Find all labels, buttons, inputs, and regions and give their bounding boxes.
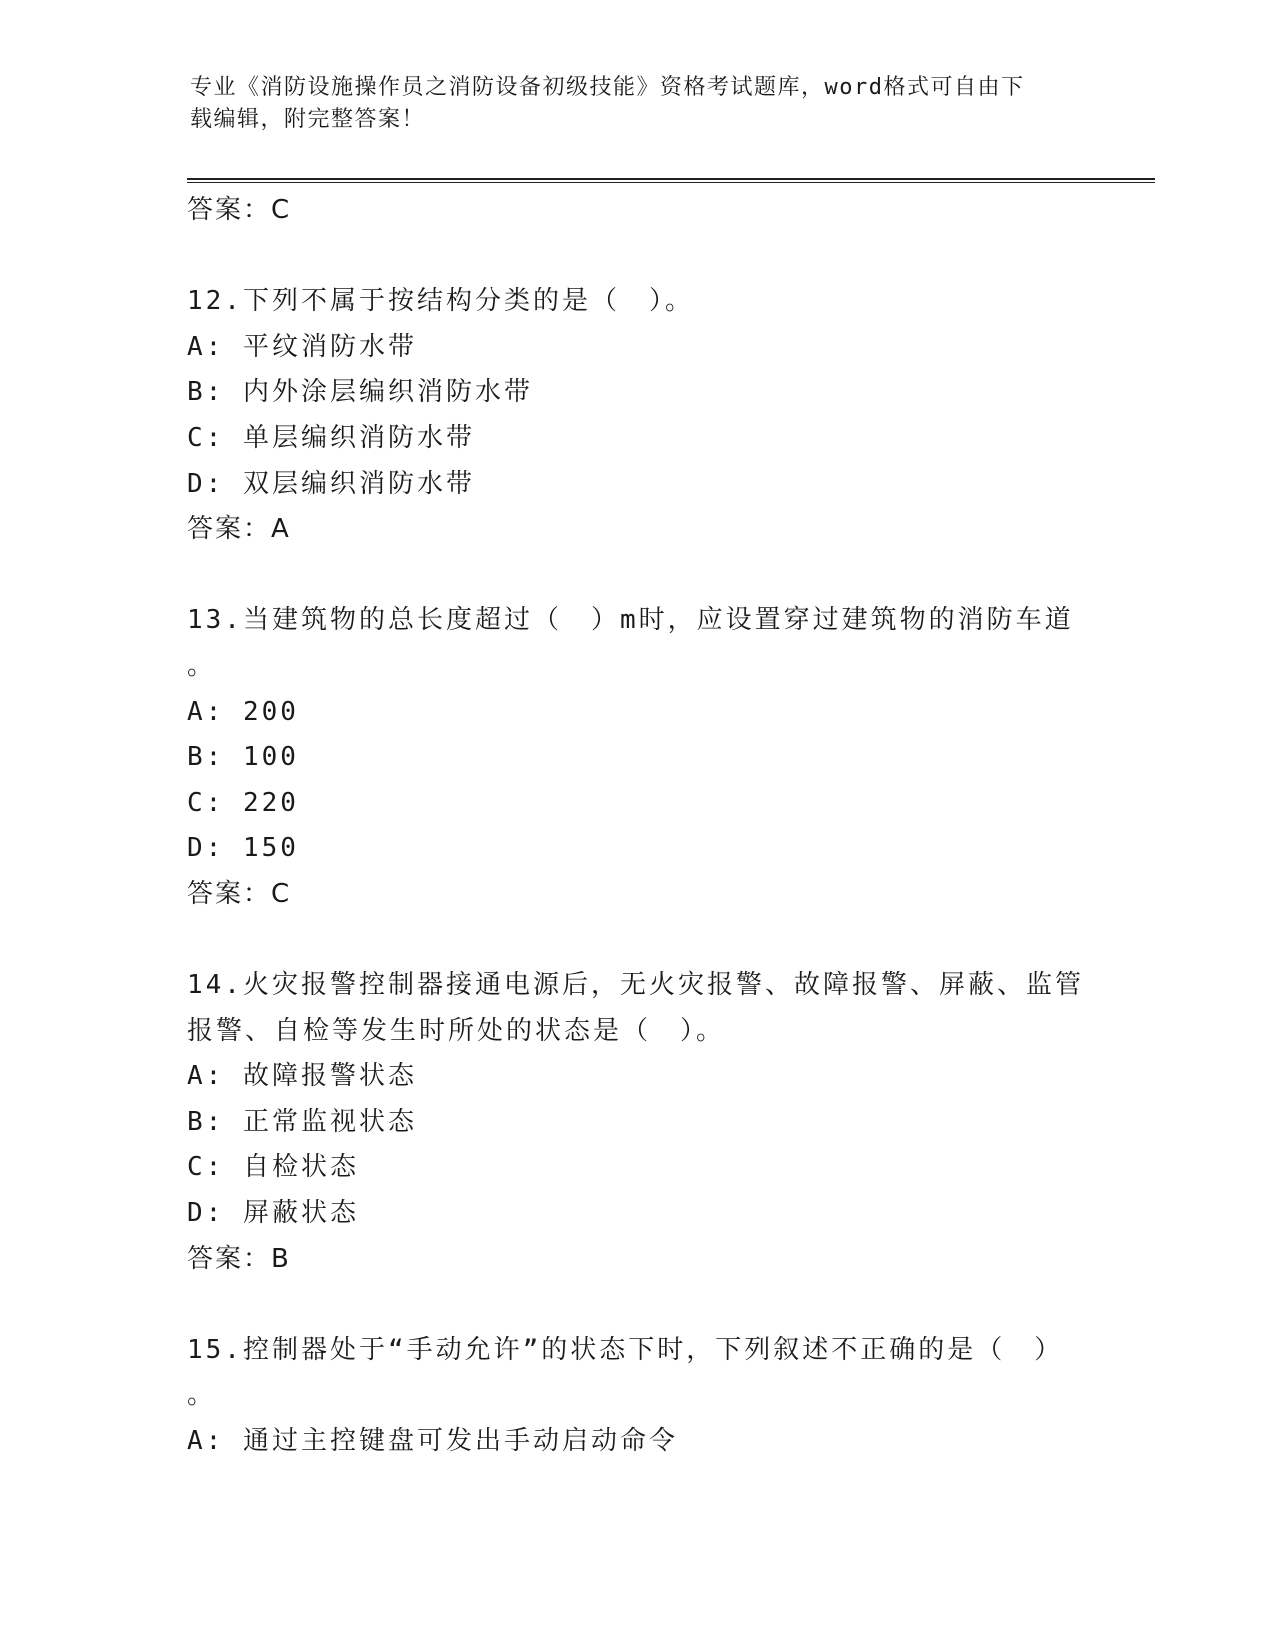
option-a: A: 平纹消防水带 xyxy=(187,331,417,362)
answer: 答案：C xyxy=(187,878,292,909)
question-text-cont: 。 xyxy=(187,1380,217,1411)
question-text: 13.当建筑物的总长度超过（ ）m时，应设置穿过建筑物的消防车道 xyxy=(187,605,1074,636)
option-d: D: 双层编织消防水带 xyxy=(187,468,475,499)
option-a: A: 200 xyxy=(187,696,299,727)
answer-prev: 答案：C xyxy=(187,195,292,225)
option-b: B: 正常监视状态 xyxy=(187,1106,417,1137)
header-divider-thin xyxy=(187,182,1155,183)
header-divider-thick xyxy=(187,178,1155,180)
option-c: C: 自检状态 xyxy=(187,1152,359,1183)
option-a: A: 通过主控键盘可发出手动启动命令 xyxy=(187,1426,678,1457)
option-b: B: 100 xyxy=(187,742,299,773)
question-text-cont: 报警、自检等发生时所处的状态是（ ）。 xyxy=(187,1015,726,1046)
question-15 xyxy=(187,1328,1087,1465)
question-text-cont: 。 xyxy=(187,650,217,681)
question-text: 12.下列不属于按结构分类的是（ ）。 xyxy=(187,286,694,317)
question-text: 15.控制器处于“手动允许”的状态下时，下列叙述不正确的是（ ） xyxy=(187,1334,1064,1365)
option-a: A: 故障报警状态 xyxy=(187,1061,417,1092)
header-line-2: 载编辑，附完整答案！ xyxy=(190,107,426,132)
option-c: C: 220 xyxy=(187,787,299,818)
option-d: D: 屏蔽状态 xyxy=(187,1198,359,1229)
question-13 xyxy=(187,598,1087,917)
question-text: 14.火灾报警控制器接通电源后，无火灾报警、故障报警、屏蔽、监管 xyxy=(187,970,1084,1001)
option-d: D: 150 xyxy=(187,833,299,864)
question-14 xyxy=(187,963,1087,1282)
answer: 答案：A xyxy=(187,514,291,545)
option-b: B: 内外涂层编织消防水带 xyxy=(187,377,533,408)
question-12 xyxy=(187,279,1087,553)
document-header xyxy=(190,72,1070,136)
answer: 答案：B xyxy=(187,1243,291,1274)
option-c: C: 单层编织消防水带 xyxy=(187,422,475,453)
header-line-1: 专业《消防设施操作员之消防设备初级技能》资格考试题库，word格式可自由下 xyxy=(190,75,1025,100)
question-content xyxy=(187,188,1087,1465)
